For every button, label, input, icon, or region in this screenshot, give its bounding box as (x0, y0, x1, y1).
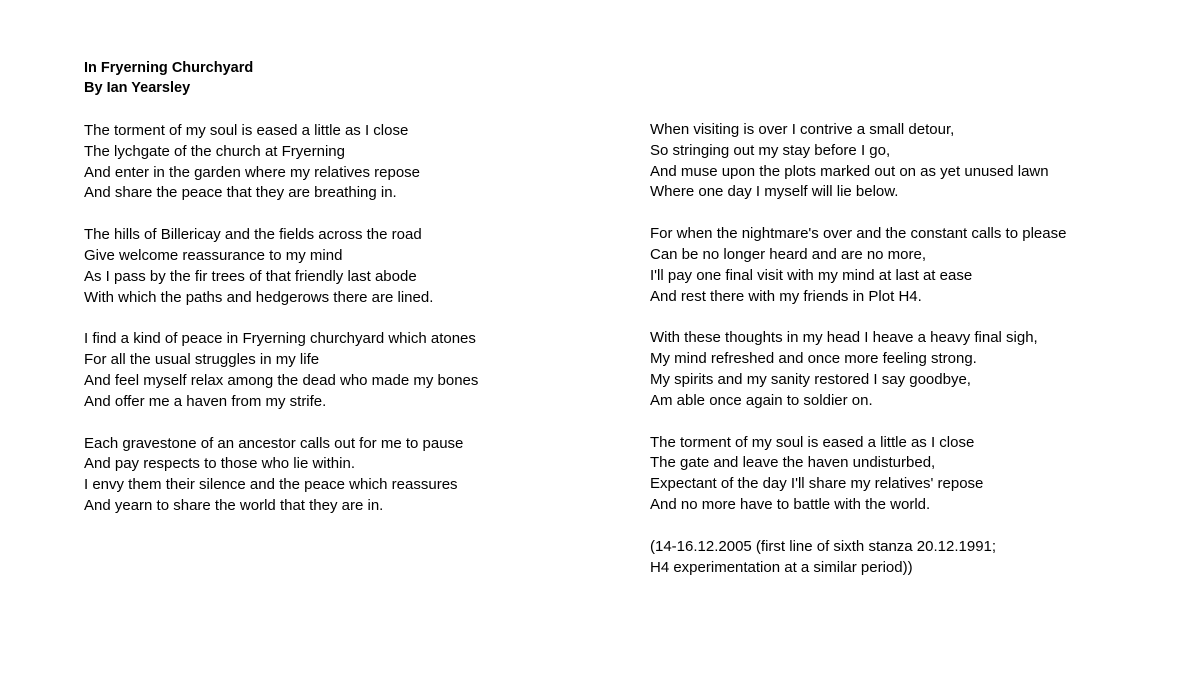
title-block (84, 58, 253, 98)
stanza-line: Expectant of the day I'll share my relatives' repose (650, 475, 984, 493)
stanza-4 (84, 434, 604, 517)
date-note (650, 537, 1170, 579)
stanza-line: And offer me a haven from my strife. (84, 392, 327, 410)
stanza-6 (650, 224, 1170, 307)
stanza-line: And muse upon the plots marked out on as yet unused lawn (650, 162, 1049, 180)
stanza-line: My spirits and my sanity restored I say goodbye, (650, 370, 971, 388)
stanza-1 (84, 121, 604, 204)
stanza-line: I envy them their silence and the peace which reassures (84, 476, 458, 494)
stanza-line: The torment of my soul is eased a little as I close (650, 433, 975, 451)
stanza-line: So stringing out my stay before I go, (650, 141, 891, 159)
stanza-line: With which the paths and hedgerows there are lined. (84, 288, 434, 306)
stanza-line: And rest there with my friends in Plot H4. (650, 287, 922, 305)
stanza-line: And share the peace that they are breathing in. (84, 184, 397, 202)
stanza-line: Can be no longer heard and are no more, (650, 245, 927, 263)
stanza-line: The gate and leave the haven undisturbed, (650, 454, 936, 472)
stanza-line: Am able once again to soldier on. (650, 391, 873, 409)
stanza-line: And feel myself relax among the dead who made my bones (84, 371, 479, 389)
stanza-3 (84, 329, 604, 412)
stanza-line: Give welcome reassurance to my mind (84, 246, 343, 264)
stanza-line: The hills of Billericay and the fields across the road (84, 226, 422, 244)
right-column (650, 120, 1170, 599)
stanza-line: With these thoughts in my head I heave a heavy final sigh, (650, 329, 1038, 347)
stanza-2 (84, 225, 604, 308)
stanza-line: And pay respects to those who lie within. (84, 455, 355, 473)
stanza-line: The lychgate of the church at Fryerning (84, 142, 345, 160)
stanza-line: I find a kind of peace in Fryerning churchyard which atones (84, 330, 476, 348)
stanza-7 (650, 328, 1170, 411)
stanza-8 (650, 433, 1170, 516)
stanza-5 (650, 120, 1170, 203)
stanza-line: And enter in the garden where my relatives repose (84, 163, 421, 181)
stanza-line: Each gravestone of an ancestor calls out for me to pause (84, 434, 464, 452)
date-note-line: (14-16.12.2005 (first line of sixth stanza 20.12.1991; (650, 537, 997, 555)
stanza-line: For all the usual struggles in my life (84, 351, 320, 369)
poem-title: In Fryerning Churchyard (84, 60, 254, 76)
stanza-line: My mind refreshed and once more feeling strong. (650, 350, 977, 368)
stanza-line: When visiting is over I contrive a small detour, (650, 121, 955, 138)
stanza-line: For when the nightmare's over and the constant calls to please (650, 225, 1067, 243)
poem-author: By Ian Yearsley (84, 80, 191, 96)
left-column (84, 121, 604, 538)
date-note-line: H4 experimentation at a similar period)) (650, 558, 913, 576)
stanza-line: And yearn to share the world that they are in. (84, 496, 384, 514)
stanza-line: And no more have to battle with the world. (650, 495, 931, 513)
stanza-line: The torment of my soul is eased a little as I close (84, 122, 409, 139)
stanza-line: As I pass by the fir trees of that friendly last abode (84, 267, 417, 285)
stanza-line: Where one day I myself will lie below. (650, 183, 899, 201)
stanza-line: I'll pay one final visit with my mind at last at ease (650, 266, 973, 284)
